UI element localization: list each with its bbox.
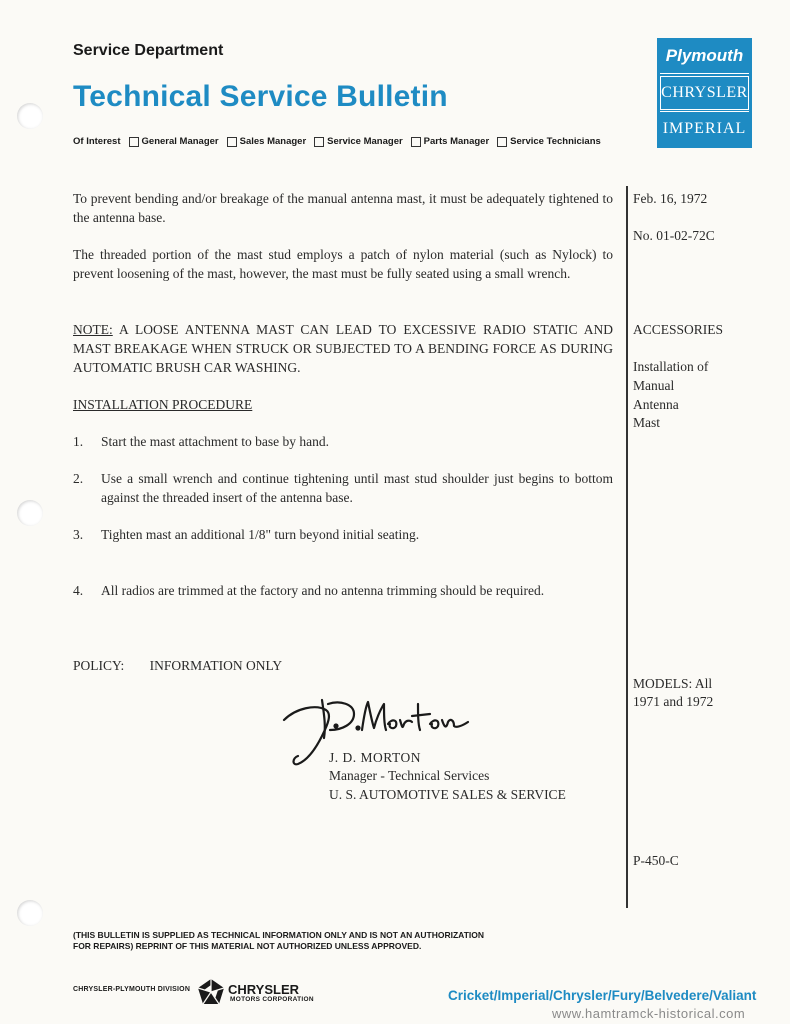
signer-title: Manager - Technical Services — [329, 768, 490, 783]
bulletin-date: Feb. 16, 1972 — [633, 191, 708, 206]
step-number: 4. — [73, 583, 84, 598]
punch-hole — [17, 500, 43, 526]
step-text: Use a small wrench and continue tightening until mast stud shoulder just begins to bottom against the threaded insert of the antenna base. — [101, 471, 613, 505]
step-text: Tighten mast an additional 1/8" turn beyond initial seating. — [101, 527, 420, 542]
division-label: CHRYSLER-PLYMOUTH DIVISION — [73, 986, 191, 993]
step-text: Start the mast attachment to base by hand. — [101, 434, 329, 449]
department-label: Service Department — [73, 42, 224, 59]
policy-label: POLICY: — [73, 658, 125, 673]
procedure-heading: INSTALLATION PROCEDURE — [73, 397, 253, 412]
checkbox — [411, 137, 421, 147]
signer-org: U. S. AUTOMOTIVE SALES & SERVICE — [329, 787, 566, 802]
models-line: MODELS: All — [633, 676, 713, 691]
step-number: 1. — [73, 434, 84, 449]
form-number: P-450-C — [633, 853, 679, 868]
corp-subtitle: MOTORS CORPORATION — [230, 996, 314, 1003]
subject-line: Mast — [633, 415, 660, 430]
policy-line — [73, 656, 282, 675]
signer-name: J. D. MORTON — [329, 750, 421, 765]
disclaimer — [73, 930, 484, 952]
disclaimer-line: FOR REPAIRS) REPRINT OF THIS MATERIAL NOT AUTHORIZED UNLESS APPROVED. — [73, 941, 422, 951]
step-number: 2. — [73, 471, 84, 486]
list-item — [73, 525, 613, 544]
note-text: A LOOSE ANTENNA MAST CAN LEAD TO EXCESSIVE RADIO STATIC AND MAST BREAKAGE WHEN STRUCK OR SUBJECTED TO A BENDING FORCE AS DURING AUTOMATIC BRUSH CAR WASHING. — [73, 322, 613, 375]
list-item — [73, 432, 613, 451]
bulletin-category: ACCESSORIES — [633, 322, 724, 337]
recipient-label: Service Manager — [327, 136, 403, 147]
brand-logo-block — [657, 38, 752, 148]
models-list: Cricket/Imperial/Chrysler/Fury/Belvedere/Valiant — [448, 988, 757, 1003]
checkbox — [129, 137, 139, 147]
policy-text: INFORMATION ONLY — [149, 658, 283, 673]
list-item — [73, 581, 613, 600]
recipient-label: General Manager — [141, 136, 219, 147]
of-interest-label: Of Interest — [73, 136, 121, 147]
corp-name: CHRYSLER — [228, 982, 300, 997]
list-item — [73, 469, 613, 507]
checkbox — [497, 137, 507, 147]
note-paragraph — [73, 320, 613, 377]
watermark: www.hamtramck-historical.com — [552, 1006, 746, 1021]
checkbox — [227, 137, 237, 147]
bulletin-number: No. 01-02-72C — [633, 228, 715, 243]
punch-hole — [17, 103, 43, 129]
disclaimer-line: (THIS BULLETIN IS SUPPLIED AS TECHNICAL INFORMATION ONLY AND IS NOT AN AUTHORIZATION — [73, 930, 484, 940]
brand-plymouth: Plymouth — [665, 46, 744, 65]
subject-line: Antenna — [633, 397, 679, 412]
recipient-label: Parts Manager — [423, 136, 490, 147]
pentastar-icon — [197, 978, 225, 1006]
recipient-label: Sales Manager — [239, 136, 307, 147]
column-divider — [626, 186, 628, 908]
subject-line: Installation of — [633, 359, 709, 374]
paragraph-2: The threaded portion of the mast stud employs a patch of nylon material (such as Nylock) to prevent loosening of the mast, however, the mast must be fully seated using a small wrench. — [73, 247, 613, 281]
step-text: All radios are trimmed at the factory and no antenna trimming should be required. — [101, 583, 545, 598]
divider — [660, 111, 749, 112]
models-line: 1971 and 1972 — [633, 694, 714, 709]
subject-line: Manual — [633, 378, 675, 393]
brand-imperial: IMPERIAL — [662, 120, 747, 137]
recipient-label: Service Technicians — [510, 136, 601, 147]
checkbox — [314, 137, 324, 147]
step-number: 3. — [73, 527, 84, 542]
note-label: NOTE: — [73, 322, 113, 337]
brand-chrysler: CHRYSLER — [660, 76, 749, 110]
punch-hole — [17, 900, 43, 926]
paragraph-1: To prevent bending and/or breakage of the manual antenna mast, it must be adequately tightened to the antenna base. — [73, 191, 613, 225]
of-interest-row — [73, 136, 601, 147]
divider — [660, 73, 749, 74]
bulletin-title: Technical Service Bulletin — [73, 80, 448, 113]
